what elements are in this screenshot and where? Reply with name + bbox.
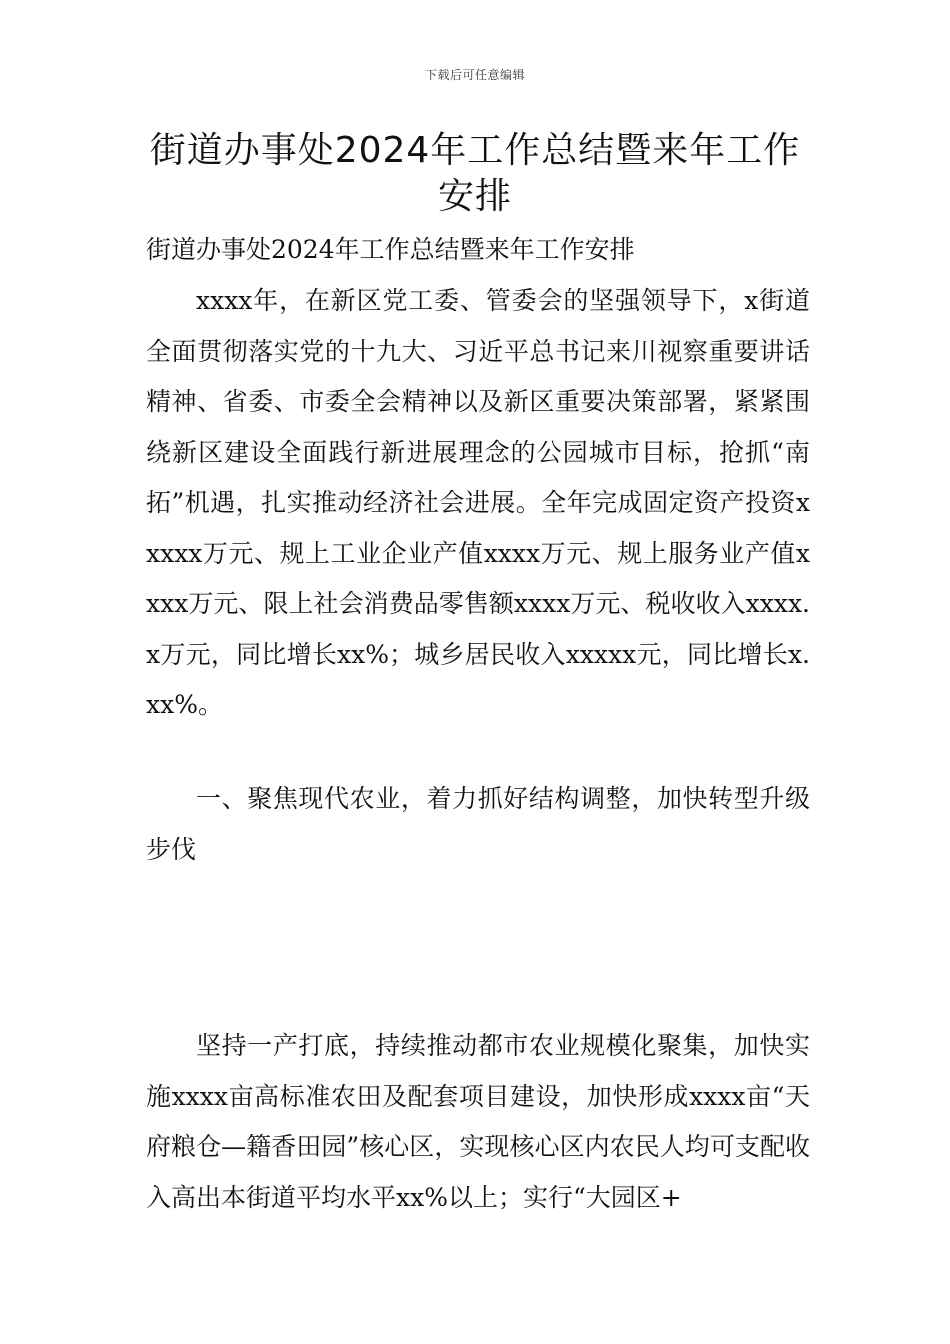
header-note: 下载后可任意编辑 bbox=[424, 68, 525, 82]
paragraph-section-1: 坚持一产打底，持续推动都市农业规模化聚集，加快实施xxxx亩高标准农田及配套项目建设，加快形成xxxx亩“天府粮仓—籍香田园”核心区，实现核心区内农民人均可支配收入高出本街道平均水平xx%以上；实行“大园区+ bbox=[146, 1031, 810, 1212]
document-title: 街道办事处2024年工作总结暨来年工作安排 bbox=[149, 130, 801, 217]
document-subtitle: 街道办事处2024年工作总结暨来年工作安排 bbox=[146, 235, 635, 264]
section-heading-1: 一、聚焦现代农业，着力抓好结构调整，加快转型升级步伐 bbox=[146, 784, 810, 864]
paragraph-intro: xxxx年，在新区党工委、管委会的坚强领导下，x街道全面贯彻落实党的十九大、习近平总书记来川视察重要讲话精神、省委、市委全会精神以及新区重要决策部署，紧紧围绕新区建设全面践行新进展理念的公园城市目标，抢抓“南拓”机遇，扎实推动经济社会进展。全年完成固定资产投资xxxxx万元、规上工业企业产值xxxx万元、规上服务业产值xxxx万元、限上社会消费品零售额xxxx万元、税收收入xxxx.x万元，同比增长xx%；城乡居民收入xxxxx元，同比增长x.xx%。 bbox=[146, 286, 810, 719]
